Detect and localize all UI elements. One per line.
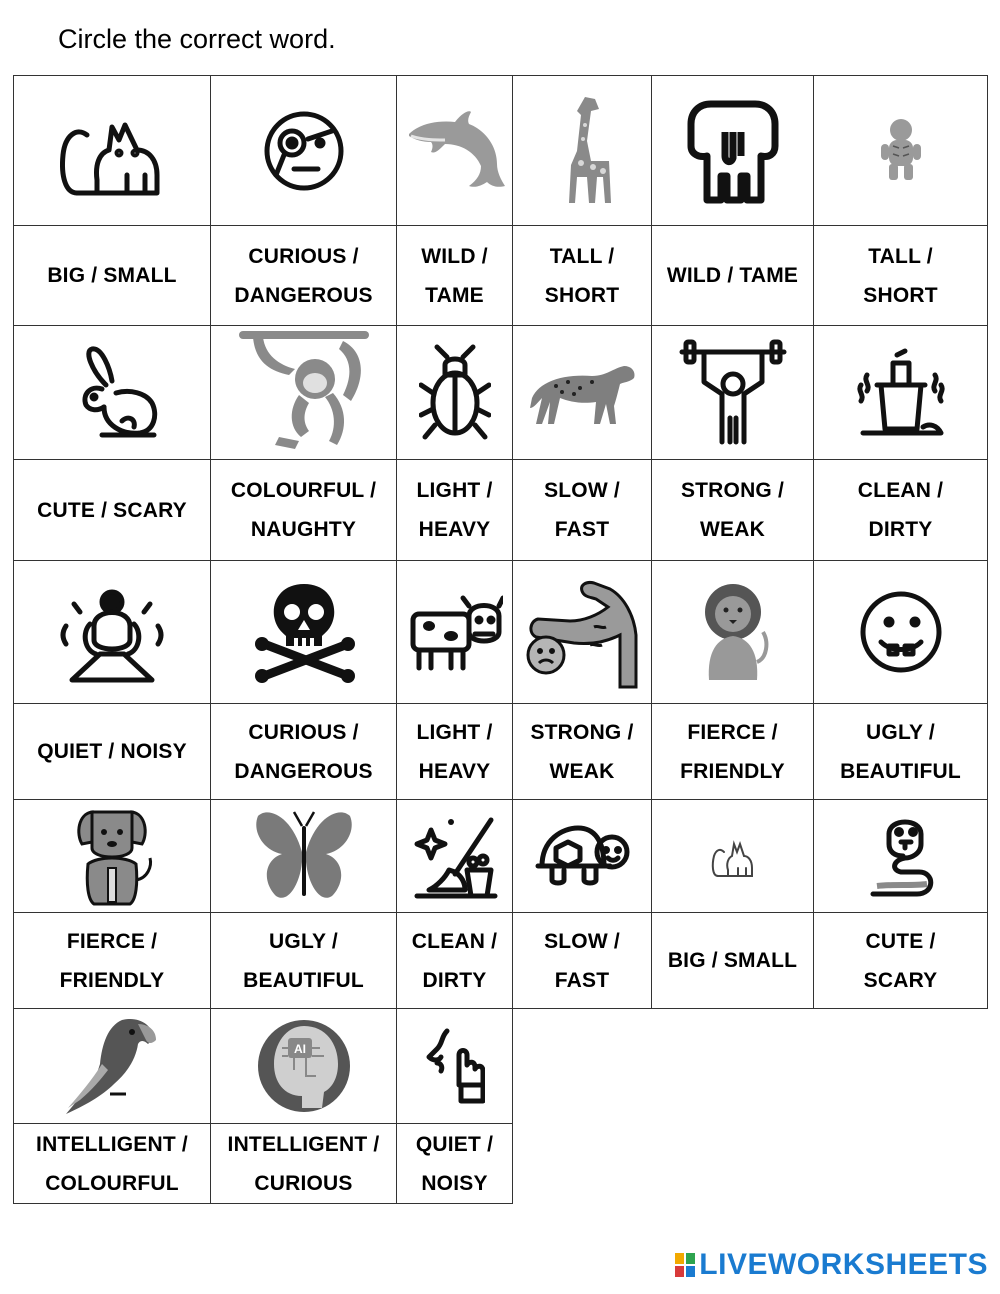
weak-arm-icon [513,575,651,689]
word-choice-text: FRIENDLY [59,968,165,992]
picture-cell [397,561,513,704]
word-choice-text: QUIET / NOISY [37,740,187,763]
word-choice-text: CURIOUS [254,1171,353,1195]
word-choice-text: INTELLIGENT / [227,1132,380,1156]
picture-cell [814,800,988,913]
picture-cell [211,76,397,226]
word-choice-cell[interactable] [14,1124,211,1204]
word-choice-text: FRIENDLY [680,759,785,783]
word-choice-text: NOISY [421,1171,488,1195]
beetle-icon [397,343,512,443]
word-choice-text: CLEAN / [411,929,498,953]
word-choice-text: WEAK [700,518,765,541]
word-choice-text: SHORT [863,283,938,307]
picture-cell [211,800,397,913]
word-choice-row [14,1124,988,1204]
word-choice-text: CURIOUS / [248,244,359,268]
word-choice-text: FAST [554,518,610,541]
word-choice-text: CUTE / SCARY [37,498,187,522]
word-choice-text: UGLY / [866,720,935,744]
svg-text:AI: AI [293,1042,306,1056]
word-choice-text: DANGEROUS [234,283,373,307]
word-choice-text: SCARY [863,968,938,992]
monkey-icon [211,331,396,455]
cleaning-icon [397,812,512,900]
picture-cell [513,800,652,913]
picture-cell [14,1009,211,1124]
empty-cell [513,1124,652,1204]
word-choice-cell[interactable] [652,226,814,326]
word-choice-text: HEAVY [418,518,491,541]
ai-brain-icon [211,1016,396,1116]
word-choice-row [14,913,988,1009]
word-choice-text: LIGHT / [416,479,493,502]
snake-icon [814,814,987,898]
word-choice-cell[interactable] [14,704,211,800]
picture-cell [652,326,814,460]
parrot-icon [14,1014,210,1118]
picture-cell [397,76,513,226]
rabbit-icon [14,345,210,441]
word-choice-cell[interactable] [211,460,397,561]
word-choice-text: DANGEROUS [234,759,373,783]
word-choice-text: BEAUTIFUL [840,759,961,783]
word-choice-text: FAST [554,968,610,992]
word-choice-cell[interactable] [652,913,814,1009]
word-choice-row [14,460,988,561]
skull-crossbones-icon [211,580,396,684]
picture-cell [814,561,988,704]
word-choice-text: WILD / TAME [666,264,799,287]
word-choice-cell[interactable] [513,913,652,1009]
picture-row [14,1009,988,1124]
word-choice-text: CURIOUS / [248,720,359,744]
word-choice-text: FIERCE / [66,929,158,953]
picture-cell [14,76,211,226]
weightlifter-icon [652,338,813,448]
logo-text: LIVEWORKSHEETS [699,1248,988,1281]
picture-cell [652,561,814,704]
picture-cell [397,1009,513,1124]
butterfly-icon [211,806,396,906]
dog-icon [14,804,210,908]
tiny-cat-icon [652,832,813,880]
word-choice-text: WEAK [549,759,615,783]
word-choice-cell[interactable] [211,226,397,326]
word-choice-cell[interactable] [211,1124,397,1204]
ugly-face-icon [814,590,987,674]
word-choice-text: BEAUTIFUL [243,968,364,992]
word-choice-text: DIRTY [422,968,487,992]
word-choice-text: WILD / [421,244,488,268]
word-choice-text: BIG / SMALL [667,949,798,972]
word-choice-row [14,704,988,800]
monocle-face-icon [211,109,396,193]
picture-cell [14,800,211,913]
word-choice-cell[interactable] [397,1124,513,1204]
giraffe-icon [513,91,651,211]
picture-row [14,800,988,913]
instruction: Circle the correct word. [58,24,336,54]
sand-castle-icon [814,345,987,441]
word-choice-cell[interactable] [397,704,513,800]
picture-cell [211,326,397,460]
word-choice-text: DIRTY [868,518,933,541]
word-choice-cell[interactable] [513,226,652,326]
word-choice-cell[interactable] [652,460,814,561]
picture-row [14,76,988,226]
word-choice-text: TALL / [868,244,933,268]
word-choice-text: TALL / [549,244,615,268]
word-choice-text: CUTE / [865,929,936,953]
shush-icon [397,1027,512,1105]
picture-cell [814,76,988,226]
empty-cell [652,1009,814,1124]
elephant-icon [652,96,813,206]
word-choice-text: BIG / SMALL [47,264,177,287]
word-choice-row [14,226,988,326]
cow-icon [397,592,512,672]
picture-cell [397,800,513,913]
picture-cell [652,800,814,913]
word-choice-text: INTELLIGENT / [36,1132,188,1156]
empty-cell [814,1124,988,1204]
word-choice-text: QUIET / [415,1132,494,1156]
word-choice-cell[interactable] [814,226,988,326]
word-choice-text: LIGHT / [416,720,493,744]
cheetah-icon [513,358,651,428]
word-choice-cell[interactable] [397,226,513,326]
word-choice-cell[interactable] [14,913,211,1009]
picture-row [14,561,988,704]
empty-cell [814,1009,988,1124]
word-choice-text: TAME [425,283,484,307]
word-choice-cell[interactable] [814,704,988,800]
liveworksheets-logo [675,1248,988,1282]
word-choice-cell[interactable] [211,704,397,800]
word-choice-text: NAUGHTY [250,518,357,541]
word-choice-cell[interactable] [814,460,988,561]
word-choice-cell[interactable] [513,460,652,561]
picture-cell [513,76,652,226]
picture-cell [814,326,988,460]
picture-row [14,326,988,460]
word-choice-cell[interactable] [397,460,513,561]
word-choice-cell[interactable] [14,460,211,561]
empty-cell [513,1009,652,1124]
word-choice-text: SLOW / [544,929,620,953]
dolphin-icon [397,106,512,196]
worksheet-table [13,75,988,1204]
word-choice-text: COLOURFUL / [230,479,377,502]
word-choice-cell[interactable] [14,226,211,326]
word-choice-text: STRONG / [530,720,634,744]
small-tiger-icon [814,116,987,186]
picture-cell [14,561,211,704]
word-choice-text: CLEAN / [857,479,944,502]
word-choice-cell[interactable] [513,704,652,800]
word-choice-text: UGLY / [269,929,338,953]
word-choice-text: HEAVY [418,759,491,783]
noise-headache-icon [14,580,210,684]
word-choice-text: SHORT [544,283,620,307]
picture-cell [397,326,513,460]
empty-cell [652,1124,814,1204]
picture-cell [513,326,652,460]
word-choice-cell[interactable] [211,913,397,1009]
word-choice-cell[interactable] [814,913,988,1009]
word-choice-text: SLOW / [544,479,620,502]
picture-cell [513,561,652,704]
picture-cell [211,561,397,704]
word-choice-text: FIERCE / [687,720,778,744]
cat-icon [14,105,210,197]
word-choice-cell[interactable] [397,913,513,1009]
logo-mark-icon [675,1253,695,1277]
picture-cell [652,76,814,226]
lion-icon [652,582,813,682]
word-choice-text: STRONG / [680,479,785,502]
picture-cell [14,326,211,460]
picture-cell [211,1009,397,1124]
turtle-icon [513,822,651,890]
word-choice-cell[interactable] [652,704,814,800]
word-choice-text: COLOURFUL [45,1171,179,1195]
